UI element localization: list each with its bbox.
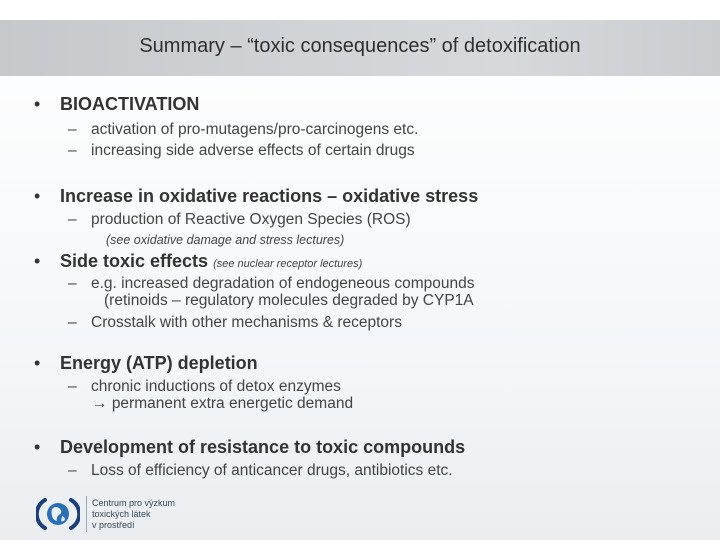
sub-item-text: e.g. increased degradation of endogeneous compounds xyxy=(91,275,475,292)
bullet-heading: Development of resistance to toxic compounds xyxy=(60,437,466,457)
sub-item xyxy=(68,462,453,480)
sub-item xyxy=(68,211,411,229)
sub-item-continuation: (retinoids – regulatory molecules degraded by CYP1A xyxy=(104,292,474,309)
sub-item xyxy=(68,378,341,396)
sub-item-text: Loss of efficiency of anticancer drugs, antibiotics etc. xyxy=(91,462,453,479)
bullet-heading: Increase in oxidative reactions – oxidative stress xyxy=(60,186,479,206)
sub-item-text: increasing side adverse effects of certain drugs xyxy=(91,142,415,159)
sub-item-text: activation of pro-mutagens/pro-carcinogens etc. xyxy=(91,121,419,138)
sub-item xyxy=(68,314,402,332)
bullet-oxidative-stress xyxy=(34,186,478,207)
sub-item xyxy=(68,275,474,293)
logo-line: v prostředí xyxy=(92,520,135,530)
bullet-heading: Side toxic effects xyxy=(60,251,209,271)
dash-glyph: – xyxy=(68,378,77,395)
bullet-heading: BIOACTIVATION xyxy=(60,94,200,114)
bullet-glyph: • xyxy=(34,251,41,271)
bullet-resistance xyxy=(34,437,465,458)
dash-glyph: – xyxy=(68,121,77,138)
bullet-glyph: • xyxy=(34,94,41,114)
dash-glyph: – xyxy=(68,211,77,228)
sub-item-continuation xyxy=(92,395,353,413)
dash-glyph: – xyxy=(68,275,77,292)
dash-glyph: – xyxy=(68,142,77,159)
sub-item xyxy=(68,142,415,160)
recetox-logo-icon xyxy=(36,494,80,534)
lecture-note: (see nuclear receptor lectures) xyxy=(213,258,363,270)
dash-glyph: – xyxy=(68,314,77,331)
bullet-glyph: • xyxy=(34,437,41,457)
bullet-glyph: • xyxy=(34,186,41,206)
sub-item-text: Crosstalk with other mechanisms & receptors xyxy=(91,314,402,331)
bullet-heading: Energy (ATP) depletion xyxy=(60,353,258,373)
bullet-side-toxic-effects xyxy=(34,251,362,272)
logo-line: toxických látek xyxy=(92,509,151,519)
bullet-energy-depletion xyxy=(34,353,258,374)
continuation-text: permanent extra energetic demand xyxy=(111,395,354,412)
lecture-note: (see oxidative damage and stress lectures) xyxy=(106,233,345,247)
logo-divider xyxy=(86,496,87,532)
sub-item xyxy=(68,121,418,139)
slide-title: Summary – “toxic consequences” of detoxification xyxy=(139,35,581,57)
sub-item-text: production of Reactive Oxygen Species (ROS) xyxy=(91,211,411,228)
arrow-icon: → xyxy=(92,395,108,412)
dash-glyph: – xyxy=(68,462,77,479)
bullet-glyph: • xyxy=(34,353,41,373)
logo-line: Centrum pro výzkum xyxy=(92,498,176,508)
sub-item-text: chronic inductions of detox enzymes xyxy=(91,378,341,395)
bullet-bioactivation xyxy=(34,94,199,115)
logo-text xyxy=(92,498,175,531)
